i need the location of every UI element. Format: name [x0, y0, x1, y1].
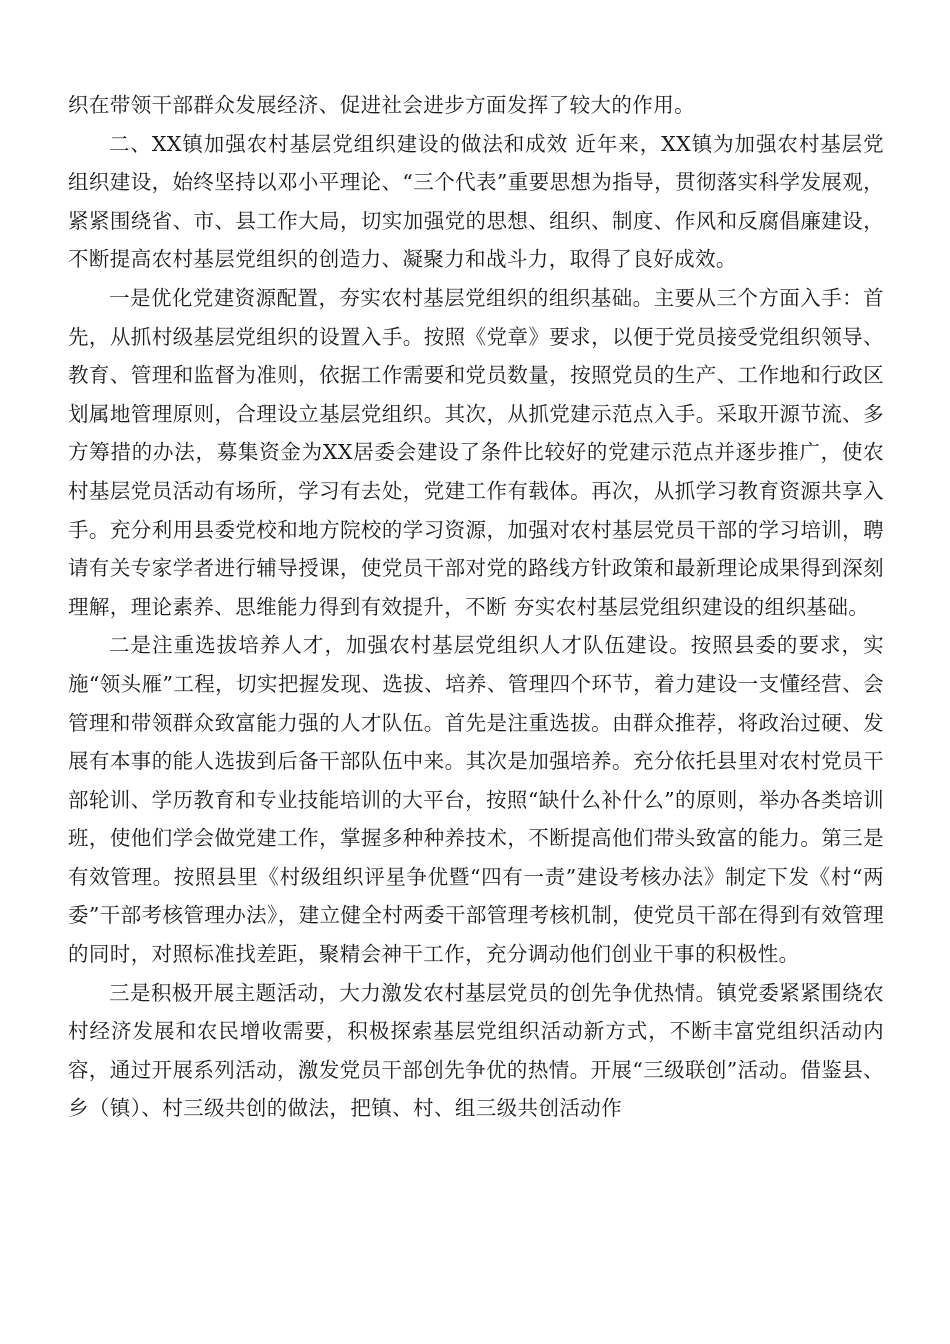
- paragraph-continuation: 织在带领干部群众发展经济、促进社会进步方面发挥了较大的作用。: [68, 93, 695, 117]
- document-body: [68, 86, 884, 1128]
- paragraph-point-one: 一是优化党建资源配置，夯实农村基层党组织的组织基础。主要从三个方面入手：首先，从抓村级基层党组织的设置入手。按照《党章》要求，以便于党员接受党组织领导、教育、管理和监督为准则，依据工作需要和党员数量，按照党员的生产、工作地和行政区划属地管理原则，合理设立基层党组织。其次，从抓党建示范点入手。采取开源节流、多方筹措的办法，募集资金为XX居委会建设了条件比较好的党建示范点并逐步推广，使农村基层党员活动有场所，学习有去处，党建工作有载体。再次，从抓学习教育资源共享入手。充分利用县委党校和地方院校的学习资源，加强对农村基层党员干部的学习培训，聘请有关专家学者进行辅导授课，使党员干部对党的路线方针政策和最新理论成果得到深刻理解，理论素养、思维能力得到有效提升，不断 夯实农村基层党组织建设的组织基础。: [68, 285, 884, 619]
- paragraph-point-three: 三是积极开展主题活动，大力激发农村基层党员的创先争优热情。镇党委紧紧围绕农村经济发展和农民增收需要，积极探索基层党组织活动新方式，不断丰富党组织活动内容，通过开展系列活动，激发党员干部创先争优的热情。开展“三级联创”活动。借鉴县、乡（镇）、村三级共创的做法，把镇、村、组三级共创活动作: [68, 980, 884, 1121]
- paragraph-point-two: 二是注重选拔培养人才，加强农村基层党组织人才队伍建设。按照县委的要求，实施“领头雁”工程，切实把握发现、选拔、培养、管理四个环节，着力建设一支懂经营、会管理和带领群众致富能力强的人才队伍。首先是注重选拔。由群众推荐，将政治过硬、发展有本事的能人选拔到后备干部队伍中来。其次是加强培养。充分依托县里对农村党员干部轮训、学历教育和专业技能培训的大平台，按照“缺什么补什么”的原则，举办各类培训班，使他们学会做党建工作，掌握多种种养技术，不断提高他们带头致富的能力。第三是有效管理。按照县里《村级组织评星争优暨“四有一责”建设考核办法》制定下发《村“两委”干部考核管理办法》，建立健全村两委干部管理考核机制，使党员干部在得到有效管理的同时，对照标准找差距，聚精会神干工作，充分调动他们创业干事的积极性。: [68, 633, 884, 967]
- paragraph-section-two: 二、XX镇加强农村基层党组织建设的做法和成效 近年来，XX镇为加强农村基层党组织建设，始终坚持以邓小平理论、“三个代表”重要思想为指导，贯彻落实科学发展观，紧紧围绕省、市、县工作大局，切实加强党的思想、组织、制度、作风和反腐倡廉建设，不断提高农村基层党组织的创造力、凝聚力和战斗力，取得了良好成效。: [68, 131, 884, 272]
